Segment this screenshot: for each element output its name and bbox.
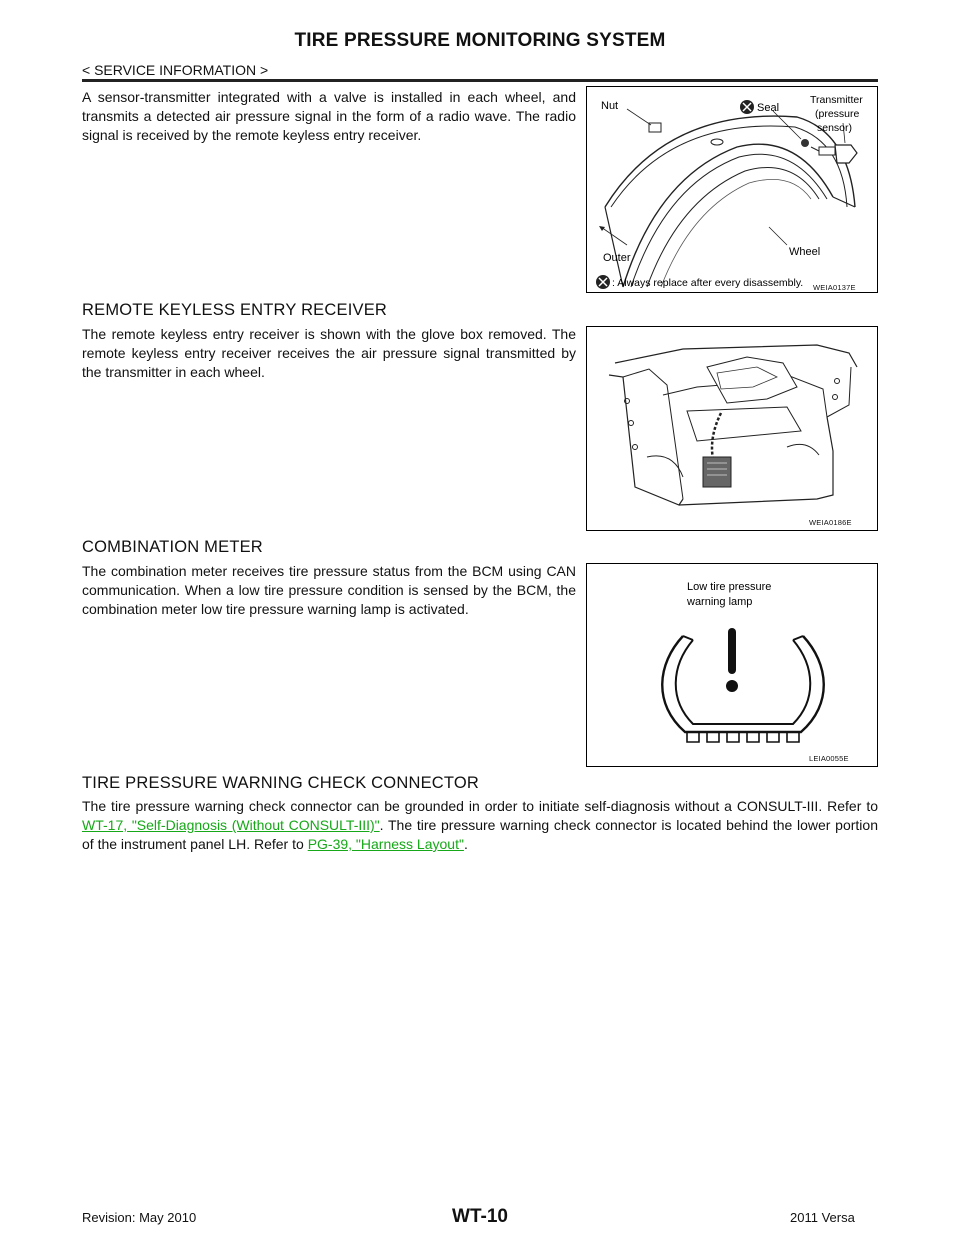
link-harness-layout[interactable]: PG-39, "Harness Layout" [307,836,464,852]
label-replace-note: : Always replace after every disassembly. [612,277,804,289]
label-transmitter-1: Transmitter [810,94,863,106]
warning-lamp-figure [586,563,878,767]
intro-paragraph: A sensor-transmitter integrated with a valve is installed in each wheel, and transmits a detected air pressure signal in the form of a radio wave. The radio signal is received by the remote keyless entry receiver. [82,89,576,143]
heading-tire-pressure-warning-check-connector: TIRE PRESSURE WARNING CHECK CONNECTOR [82,774,480,792]
tire-pressure-warning-lamp-icon [587,564,877,766]
meter-paragraph: The combination meter receives tire pressure status from the BCM using CAN communication. When a low tire pressure condition is sensed by the BCM, the combination meter low tire pressure warning lamp is activated. [82,563,576,617]
heading-combination-meter: COMBINATION METER [82,538,263,556]
page-number: WT-10 [452,1206,508,1227]
receiver-paragraph: The remote keyless entry receiver is shown with the glove box removed. The remote keyless entry receiver receives the air pressure signal transmitted by the transmitter in each wheel. [82,326,576,380]
connector-text-2: . The tire pressure warning check connector is located behind the lower portion of the instrument panel LH. Refer to [82,817,878,852]
label-transmitter-2: (pressure [815,108,860,120]
connector-text-3: . [463,836,468,852]
figure-code: WEIA0186E [809,518,852,527]
page-title: TIRE PRESSURE MONITORING SYSTEM [294,30,666,51]
label-seal: Seal [757,102,780,114]
footer-revision: Revision: May 2010 [82,1210,197,1225]
footer-model: 2011 Versa [790,1210,855,1225]
link-self-diagnosis[interactable]: WT-17, "Self-Diagnosis (Without CONSULT-III)" [82,817,380,833]
receiver-illustration [587,327,877,530]
header-rule [82,79,878,82]
figure-code: WEIA0137E [813,283,856,292]
wheel-transmitter-illustration [587,87,877,292]
label-wheel: Wheel [789,246,821,258]
heading-remote-keyless-entry-receiver: REMOTE KEYLESS ENTRY RECEIVER [82,301,388,319]
wheel-transmitter-figure [586,86,878,293]
receiver-figure [586,326,878,531]
figure-code: LEIA0055E [809,754,849,763]
label-nut: Nut [601,100,619,112]
connector-paragraph [82,797,878,854]
section-label: < SERVICE INFORMATION > [82,62,269,78]
label-transmitter-3: sensor) [817,122,853,134]
lamp-label-line-2: warning lamp [687,596,753,608]
lamp-label-line-1: Low tire pressure [687,581,772,593]
label-outer: Outer [603,252,631,264]
connector-text-1: The tire pressure warning check connector can be grounded in order to initiate self-diagnosis without a CONSULT-III. Refer to [82,798,878,814]
